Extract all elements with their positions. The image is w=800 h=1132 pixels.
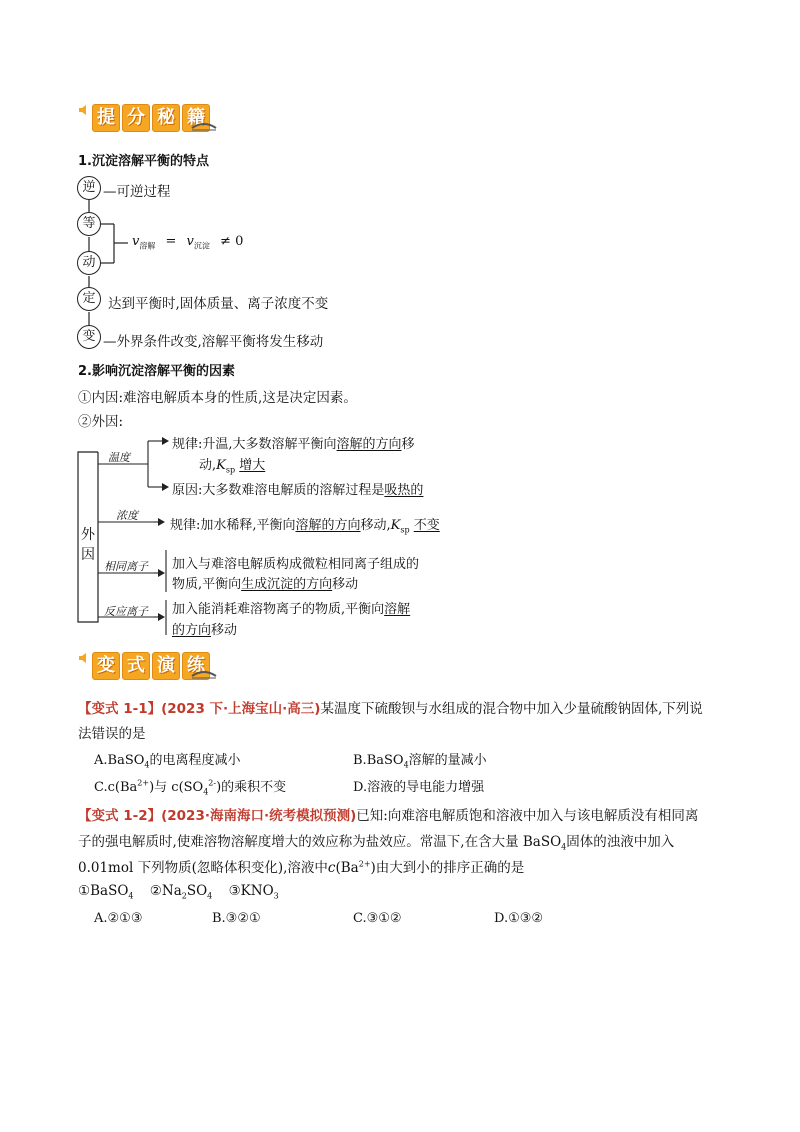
temp-reason: 原因:大多数难溶电解质的溶解过程是吸热的 [172,483,424,498]
q2-source: (2023·海南海口·统考模拟预测) [161,808,357,824]
equation [132,234,243,252]
q2-stem-line2: 子的强电解质时,使难溶物溶解度增大的效应称为盐效应。常温下,在含大量 BaSO$_4$固体的浊液中加入 [78,834,675,852]
banner-char: 演 [152,652,180,680]
banner-tifen-miji [78,100,218,134]
banner-char: 提 [92,104,120,132]
q2-option-b[interactable]: B.③②① [212,911,261,926]
section2-title: 2.影响沉淀溶解平衡的因素 [78,364,235,379]
banner-char: 练 [182,652,210,680]
banner-bianshi-yanlian [78,648,218,682]
factor-reaction-ion: 反应离子 [104,605,148,618]
node-bian: 变 [77,325,101,349]
q1-option-d[interactable]: D.溶液的导电能力增强 [353,780,485,795]
banner-char: 分 [122,104,150,132]
temp-rule-2: 动$,K_{sp}$ 增大 [199,458,266,475]
characteristics-diagram [76,175,496,350]
q1-option-a[interactable]: A.BaSO$_4$的电离程度减小 [94,753,241,770]
node-ni: 逆 [77,176,101,200]
eq-neq: ≠ 0 [220,234,244,249]
factor-temp: 温度 [108,451,130,464]
banner-char: 秘 [152,104,180,132]
q1-source: (2023 下·上海宝山·高三) [161,701,321,717]
banner-char: 式 [122,652,150,680]
q1-stem-line2: 法错误的是 [78,726,146,742]
q2-items: ①BaSO$_4$ $②Na_2SO_4$ $③KNO_3$ [78,883,279,901]
eq-v2: v [186,234,194,249]
q2-tag: 【变式 1-2】 [78,808,162,824]
q2-option-a[interactable]: A.②①③ [94,911,143,926]
q1-stem: 某温度下硫酸钡与水组成的混合物中加入少量硫酸钠固体,下列说 [320,701,703,717]
node-deng: 等 [77,212,101,236]
eq-op: = [165,234,177,249]
q1-stem-line1 [78,697,703,717]
node-dong: 动 [77,251,101,275]
q1-option-b[interactable]: B.BaSO$_4$溶解的量减小 [353,753,487,770]
box-label-yin: 因 [81,547,95,563]
q2-stem-line3: 0.01mol 下列物质(忽略体积变化),溶液中$c(Ba^{2+})$由大到小的排序正确的是 [78,859,525,876]
node-ding: 定 [77,287,101,311]
reaction-line1: 加入能消耗难溶物离子的物质,平衡向溶解 [172,602,411,617]
eq-sub2: 沉淀 [193,241,210,251]
banner-char: 变 [92,652,120,680]
external-factor: ②外因: [78,414,124,430]
temp-rule: 规律:升温,大多数溶解平衡向溶解的方向移 [172,437,415,452]
q2-option-d[interactable]: D.①③② [494,911,544,926]
desc-bian: —外界条件改变,溶解平衡将发生移动 [103,334,324,350]
desc-ding: 达到平衡时,固体质量、离子浓度不变 [108,296,329,312]
common-ion-line1: 加入与难溶电解质构成微粒相同离子组成的 [172,557,420,572]
speaker-icon [78,104,90,116]
banner-char: 籍 [182,104,210,132]
internal-factor: ①内因:难溶电解质本身的性质,这是决定因素。 [78,390,357,406]
desc-ni: —可逆过程 [103,184,171,200]
factor-common-ion: 相同离子 [104,560,148,573]
q1-option-c[interactable]: $C.c(Ba^{2+})$与 $c(SO_4^{2-})$的乘积不变 [94,778,287,797]
reaction-line2: 的方向移动 [172,623,238,638]
q2-stem-line1 [78,804,698,824]
q2-stem: 已知:向难溶电解质饱和溶液中加入与该电解质没有相同离 [356,808,699,824]
q2-option-c[interactable]: C.③①② [353,911,402,926]
common-ion-line2: 物质,平衡向生成沉淀的方向移动 [172,577,359,592]
eq-sub1: 溶解 [139,241,156,251]
speaker-icon [78,652,90,664]
eq-v1: v [132,234,140,249]
book-icon [190,118,218,132]
external-factors-diagram [76,432,496,637]
conc-rule: 规律:加水稀释,平衡向溶解的方向移动$,K_{sp}$ 不变 [170,518,440,535]
book-icon [190,666,218,680]
box-label-wai: 外 [81,527,95,543]
section1-title: 1.沉淀溶解平衡的特点 [78,154,209,169]
factor-conc: 浓度 [116,509,138,522]
diagram-lines [76,175,496,350]
q1-tag: 【变式 1-1】 [78,701,162,717]
